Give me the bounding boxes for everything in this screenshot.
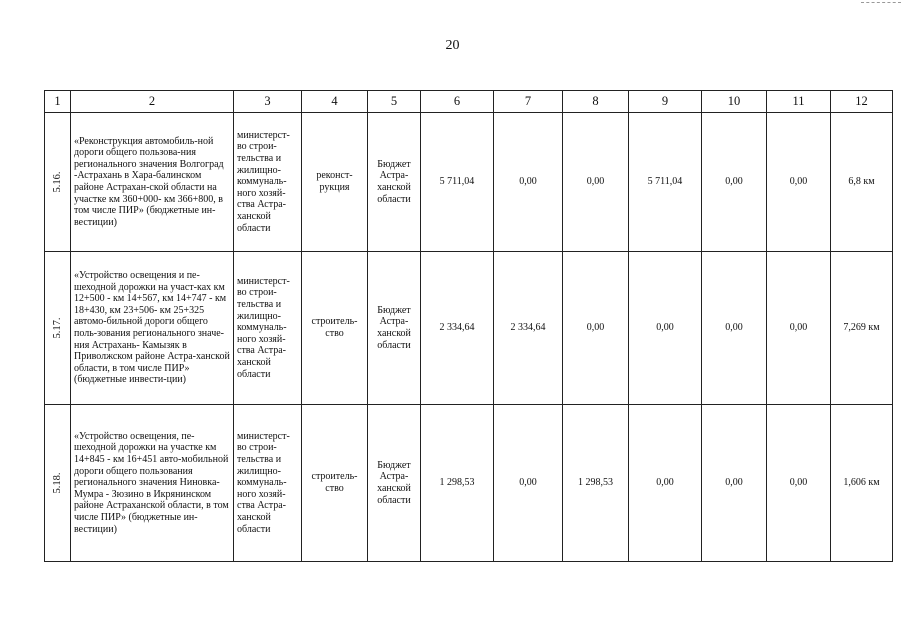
scan-artifact	[861, 2, 901, 4]
object-description: «Устройство освещения и пе-шеходной дорожки на участ-ках км 12+500 - км 14+567, км 14+747 - км 18+430, км 23+506- км 25+325 автомо-бильной дороги общего поль-зования регионального значе-ния Астрахань- Камызяк в Приволжском районе Астра-ханской области, в том числе ПИР» (бюджетные инвести-ции)	[71, 252, 234, 405]
length-value: 7,269 км	[831, 252, 893, 405]
work-type: строитель-ство	[302, 405, 368, 562]
amount-col10: 0,00	[702, 252, 767, 405]
header-cell: 8	[563, 91, 629, 113]
header-cell: 2	[71, 91, 234, 113]
header-cell: 1	[45, 91, 71, 113]
funding-source: Бюджет Астра-ханской области	[368, 252, 421, 405]
header-cell: 3	[234, 91, 302, 113]
funding-source: Бюджет Астра-ханской области	[368, 113, 421, 252]
header-cell: 12	[831, 91, 893, 113]
row-number-text: 5.18.	[51, 472, 63, 494]
length-value: 6,8 км	[831, 113, 893, 252]
row-number	[45, 113, 71, 252]
length-value: 1,606 км	[831, 405, 893, 562]
object-description: «Реконструкция автомобиль-ной дороги общего пользова-ния регионального значения Волгоград -Астрахань в Хара-балинском районе Астрахан-ской области на участке км 360+000- км 366+800, в том числе ПИР» (бюджетные ин-вестиции)	[71, 113, 234, 252]
amount-col11: 0,00	[767, 405, 831, 562]
amount-col10: 0,00	[702, 405, 767, 562]
executor: министерст-во строи-тельства и жилищно-коммуналь-ного хозяй-ства Астра-ханской области	[234, 113, 302, 252]
amount-col9: 0,00	[629, 252, 702, 405]
amount-col10: 0,00	[702, 113, 767, 252]
header-cell: 4	[302, 91, 368, 113]
header-cell: 9	[629, 91, 702, 113]
work-type: реконст-рукция	[302, 113, 368, 252]
amount-col9: 0,00	[629, 405, 702, 562]
page-number: 20	[445, 38, 460, 53]
amount-col11: 0,00	[767, 252, 831, 405]
amount-col7: 0,00	[494, 113, 563, 252]
table-row	[45, 113, 893, 252]
amount-col7: 0,00	[494, 405, 563, 562]
row-number-text: 5.17.	[51, 317, 63, 339]
amount-total: 1 298,53	[421, 405, 494, 562]
table-row	[45, 405, 893, 562]
row-number	[45, 252, 71, 405]
amount-col11: 0,00	[767, 113, 831, 252]
program-table	[44, 90, 893, 562]
amount-col7: 2 334,64	[494, 252, 563, 405]
header-cell: 6	[421, 91, 494, 113]
amount-col9: 5 711,04	[629, 113, 702, 252]
table-row	[45, 252, 893, 405]
header-cell: 7	[494, 91, 563, 113]
header-cell: 5	[368, 91, 421, 113]
funding-source: Бюджет Астра-ханской области	[368, 405, 421, 562]
work-type: строитель-ство	[302, 252, 368, 405]
header-cell: 11	[767, 91, 831, 113]
amount-total: 5 711,04	[421, 113, 494, 252]
header-row	[45, 91, 893, 113]
executor: министерст-во строи-тельства и жилищно-коммуналь-ного хозяй-ства Астра-ханской области	[234, 252, 302, 405]
executor: министерст-во строи-тельства и жилищно-коммуналь-ного хозяй-ства Астра-ханской области	[234, 405, 302, 562]
header-cell: 10	[702, 91, 767, 113]
row-number-text: 5.16.	[51, 171, 63, 193]
object-description: «Устройство освещения, пе-шеходной дорожки на участке км 14+845 - км 16+451 авто-мобильной дороги общего пользования регионального значения Ниновка-Мумра - Зюзино в Икрянинском районе Астраханской области, в том числе ПИР» (бюджетные ин-вестиции)	[71, 405, 234, 562]
amount-col8: 0,00	[563, 252, 629, 405]
amount-col8: 0,00	[563, 113, 629, 252]
amount-col8: 1 298,53	[563, 405, 629, 562]
amount-total: 2 334,64	[421, 252, 494, 405]
row-number	[45, 405, 71, 562]
